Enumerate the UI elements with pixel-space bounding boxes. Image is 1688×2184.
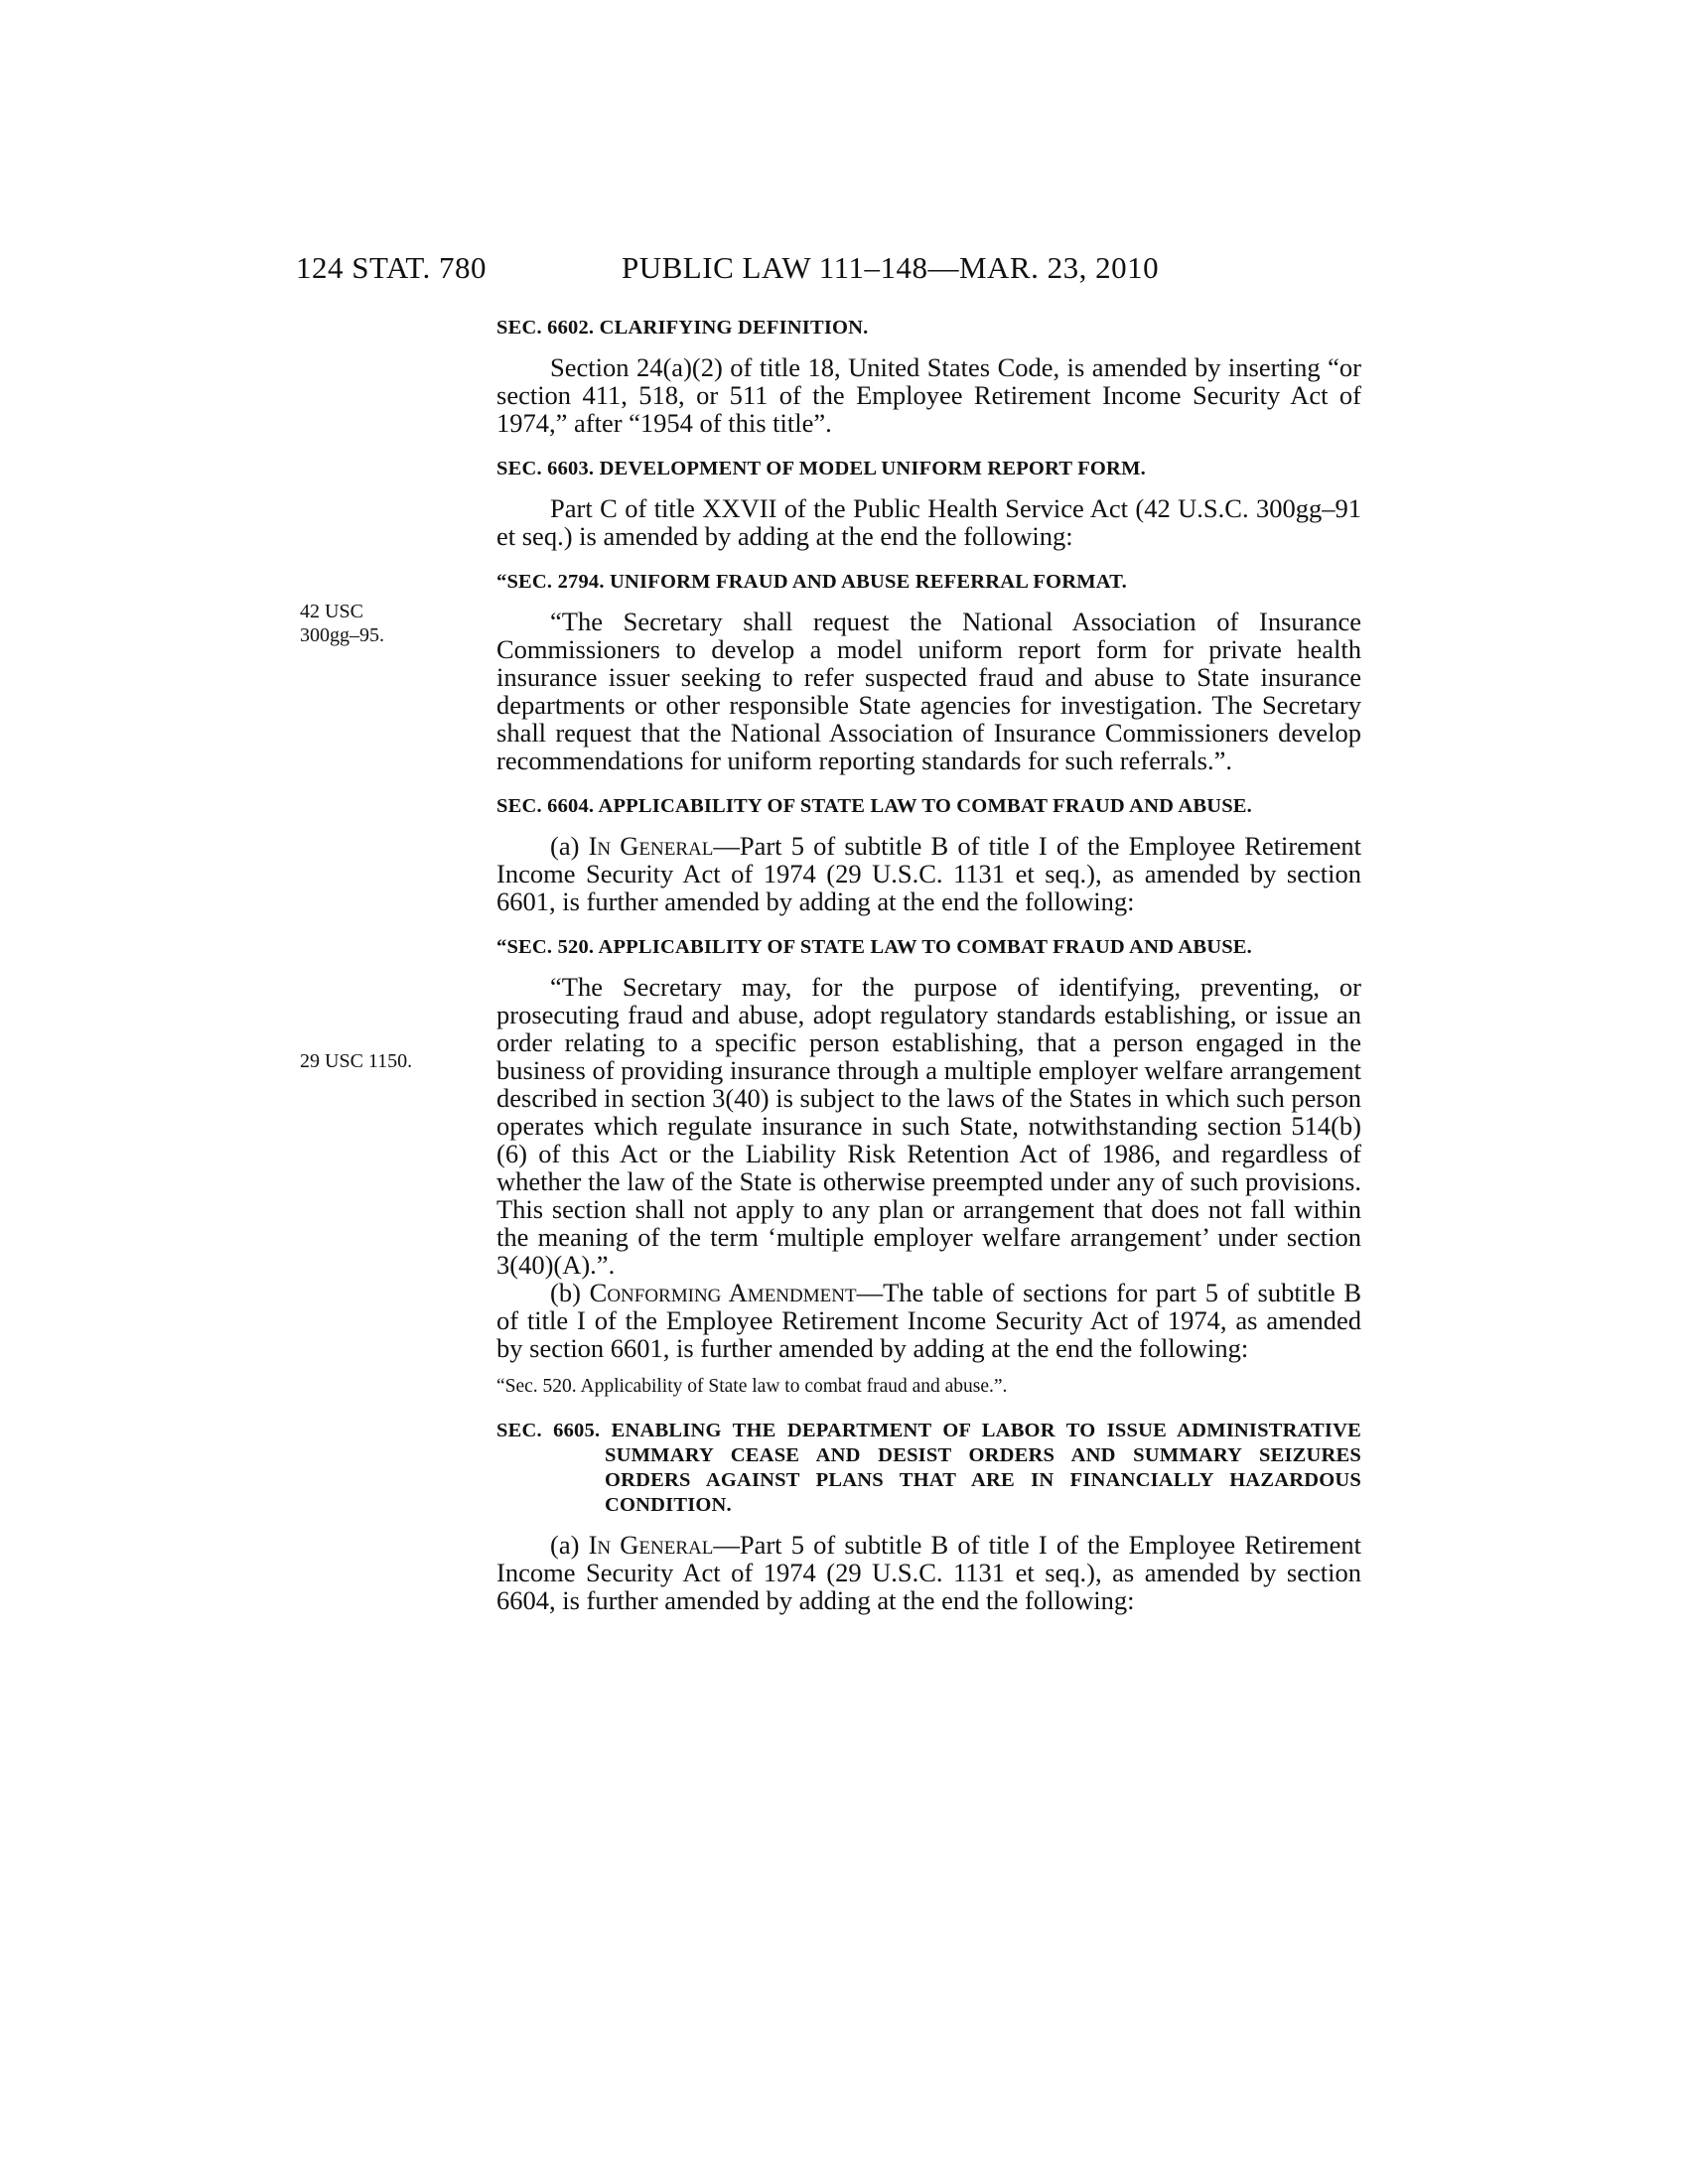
- subsection-text: —Part 5 of subtitle B of title I of the Employee Retirement Income Security Act of 1974 (29 U.S.C. 1131 et seq.), as amended by section 6604, is further amended by adding at the end the following:: [496, 1530, 1361, 1615]
- section-6605-heading: SEC. 6605. ENABLING THE DEPARTMENT OF LABOR TO ISSUE ADMINISTRATIVE SUMMARY CEASE AND DESIST ORDERS AND SUMMARY SEIZURES ORDERS AGAINST PLANS THAT ARE IN FINANCIALLY HAZARDOUS CONDITION.: [496, 1420, 1361, 1516]
- public-law-title: PUBLIC LAW 111–148—MAR. 23, 2010: [622, 250, 1160, 285]
- section-520-heading: “SEC. 520. APPLICABILITY OF STATE LAW TO COMBAT FRAUD AND ABUSE.: [496, 936, 1253, 958]
- table-of-sections-entry: “Sec. 520. Applicability of State law to combat fraud and abuse.”.: [496, 1376, 1008, 1397]
- section-6604-subsection-b: [496, 1279, 1361, 1362]
- subsection-text: —Part 5 of subtitle B of title I of the Employee Retirement Income Security Act of 1974 (29 U.S.C. 1131 et seq.), as amended by section 6601, is further amended by adding at the end the following:: [496, 831, 1361, 916]
- subsection-caption: In General: [588, 831, 714, 861]
- section-2794-heading: “SEC. 2794. UNIFORM FRAUD AND ABUSE REFERRAL FORMAT.: [496, 571, 1127, 593]
- subsection-text: —The table of sections for part 5 of subtitle B of title I of the Employee Retirement Income Security Act of 1974, as amended by section 6601, is further amended by adding at the end the following:: [496, 1278, 1361, 1363]
- subsection-caption: In General: [588, 1530, 714, 1560]
- margin-note-29-usc: [300, 1049, 449, 1073]
- running-head: [296, 248, 1209, 288]
- section-2794-text: “The Secretary shall request the National Association of Insurance Commissioners to develop a model uniform report form for private health insurance issuer seeking to refer suspected fraud and abuse to State insurance departments or other responsible State agencies for investigation. The Secretary shall request that the National Association of Insurance Commissioners develop recommendations for uniform reporting standards for such referrals.”.: [496, 607, 1361, 775]
- subsection-caption: Conforming Amendment: [589, 1278, 857, 1307]
- section-6603-text: Part C of title XXVII of the Public Health Service Act (42 U.S.C. 300gg–91 et seq.) is amended by adding at the end the following:: [496, 493, 1361, 551]
- subsection-label: (b): [550, 1278, 590, 1307]
- section-520-text: “The Secretary may, for the purpose of identifying, preventing, or prosecuting fraud and abuse, adopt regulatory standards establishing, or issue an order relating to a specific person establishing, that a person engaged in the business of providing insurance through a multiple employer welfare arrangement described in section 3(40) is subject to the laws of the States in which such person operates which regulate insurance in such State, notwithstanding section 514(b)(6) of this Act or the Liability Risk Retention Act of 1986, and regardless of whether the law of the State is otherwise preempted under any of such provisions. This section shall not apply to any plan or arrangement that does not fall within the meaning of the term ‘multiple employer welfare arrangement’ under section 3(40)(A).”.: [496, 972, 1361, 1280]
- section-6604-subsection-a: [496, 832, 1361, 915]
- margin-note-line: 42 USC: [300, 601, 363, 622]
- section-6603-heading: SEC. 6603. DEVELOPMENT OF MODEL UNIFORM REPORT FORM.: [496, 458, 1146, 479]
- section-6602-heading: SEC. 6602. CLARIFYING DEFINITION.: [496, 317, 869, 339]
- margin-note-42-usc: [300, 600, 449, 647]
- statute-citation: 124 STAT. 780: [296, 250, 488, 285]
- margin-note-line: 29 USC 1150.: [300, 1050, 413, 1072]
- section-6602-text: Section 24(a)(2) of title 18, United States Code, is amended by inserting “or section 411, 518, or 511 of the Employee Retirement Income Security Act of 1974,” after “1954 of this title”.: [496, 352, 1361, 438]
- section-6604-heading: SEC. 6604. APPLICABILITY OF STATE LAW TO COMBAT FRAUD AND ABUSE.: [496, 795, 1253, 817]
- subsection-label: (a): [550, 831, 589, 861]
- body-text-column: [496, 316, 1361, 1614]
- section-6605-subsection-a: [496, 1531, 1361, 1614]
- margin-note-line: 300gg–95.: [300, 624, 384, 646]
- subsection-label: (a): [550, 1530, 589, 1560]
